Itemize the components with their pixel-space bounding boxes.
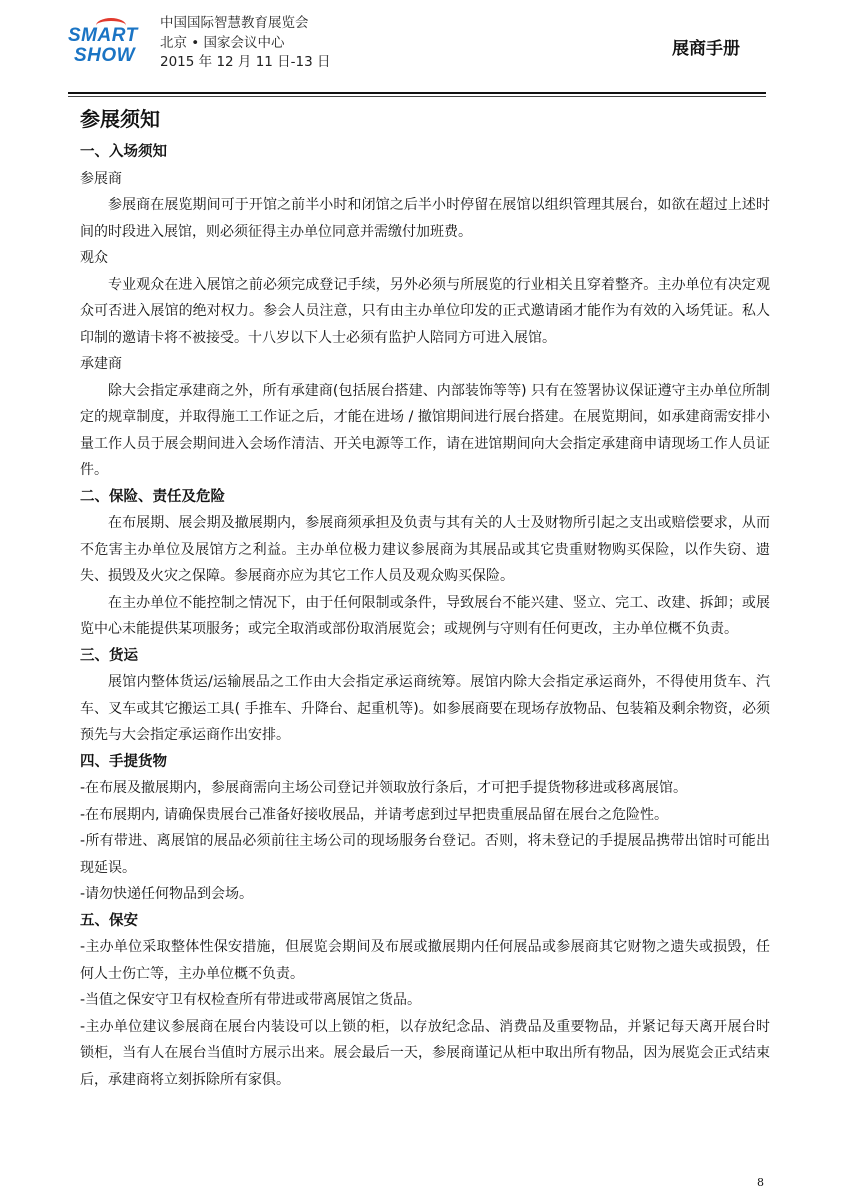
- smart-show-logo: [68, 26, 150, 70]
- paragraph: 在布展期、展会期及撤展期内，参展商须承担及负责与其有关的人士及财物所引起之支出或赔偿要求，从而不危害主办单位及展馆方之利益。主办单位极力建议参展商为其展品或其它贵重财物购买保险，以作失窃、遗失、损毁及火灾之保障。参展商亦应为其它工作人员及观众购买保险。: [80, 515, 770, 584]
- list-item: -主办单位采取整体性保安措施，但展览会期间及布展或撤展期内任何展品或参展商其它财物之遗失或损毁，任何人士伤亡等，主办单位概不负责。: [80, 939, 770, 982]
- header-rule: [68, 92, 766, 94]
- page-header: [68, 12, 768, 92]
- page-title: 参展须知: [80, 107, 160, 131]
- subheading-contractors: 承建商: [80, 356, 122, 372]
- paragraph: 展馆内整体货运/运输展品之工作由大会指定承运商统筹。展馆内除大会指定承运商外，不得使用货车、汽车、叉车或其它搬运工具( 手推车、升降台、起重机等)。如参展商要在现场存放物品、包装箱及剩余物资，必须预先与大会指定承运商作出安排。: [80, 674, 770, 743]
- section-heading-security: 五、保安: [80, 912, 138, 929]
- section-heading-freight: 三、货运: [80, 647, 138, 664]
- paragraph: 除大会指定承建商之外，所有承建商(包括展台搭建、内部装饰等等) 只有在签署协议保证遵守主办单位所制定的规章制度，并取得施工工作证之后，才能在进场 / 撤馆期间进行展台搭建。在展览期间，如承建商需安排小量工作人员于展会期间进入会场作清洁、开关电源等工作，请在进馆期间向大会指定承建商申请现场工作人员证件。: [80, 382, 770, 478]
- header-rule-thin: [68, 96, 766, 97]
- list-item: -在布展期内, 请确保贵展台己准备好接收展品，并请考虑到过早把贵重展品留在展台之危险性。: [80, 806, 668, 823]
- event-name: 中国国际智慧教育展览会: [160, 15, 309, 31]
- section-heading-entry: 一、入场须知: [80, 144, 167, 160]
- logo-text-line1: SMART: [68, 25, 138, 46]
- section-heading-insurance: 二、保险、责任及危险: [80, 488, 225, 505]
- event-venue: 北京 • 国家会议中心: [160, 34, 285, 51]
- subheading-exhibitors: 参展商: [80, 170, 122, 187]
- page-number: 8: [757, 1176, 764, 1189]
- document-body: [80, 100, 770, 1093]
- section-heading-hand-carry: 四、手提货物: [80, 753, 167, 770]
- paragraph: 参展商在展览期间可于开馆之前半小时和闭馆之后半小时停留在展馆以组织管理其展台，如欲在超过上述时间的时段进入展馆，则必须征得主办单位同意并需缴付加班费。: [80, 197, 770, 240]
- list-item: -在布展及撤展期内，参展商需向主场公司登记并领取放行条后，才可把手提货物移进或移离展馆。: [80, 780, 688, 796]
- handbook-title: 展商手册: [672, 39, 740, 59]
- list-item: -当值之保安守卫有权检查所有带进或带离展馆之货品。: [80, 992, 422, 1008]
- paragraph: 专业观众在进入展馆之前必须完成登记手续，另外必须与所展览的行业相关且穿着整齐。主办单位有决定观众可否进入展馆的绝对权力。参会人员注意，只有由主办单位印发的正式邀请函才能作为有效的入场凭证。私人印制的邀请卡将不被接受。十八岁以下人士必须有监护人陪同方可进入展馆。: [80, 276, 770, 346]
- list-item: -请勿快递任何物品到会场。: [80, 886, 254, 902]
- subheading-visitors: 观众: [80, 250, 108, 266]
- event-info: [160, 14, 331, 73]
- list-item: -主办单位建议参展商在展台内装设可以上锁的柜，以存放纪念品、消费品及重要物品，并紧记每天离开展台时锁柜，当有人在展台当值时方展示出来。展会最后一天，参展商谨记从柜中取出所有物品，因为展览会正式结束后，承建商将立刻拆除所有家俱。: [80, 1018, 770, 1088]
- logo-text-line2: SHOW: [74, 45, 136, 66]
- paragraph: 在主办单位不能控制之情况下，由于任何限制或条件，导致展台不能兴建、竖立、完工、改建、拆卸；或展览中心未能提供某项服务；或完全取消或部份取消展览会；或规例与守则有任何更改，主办单位概不负责。: [80, 594, 770, 637]
- list-item: -所有带进、离展馆的展品必须前往主场公司的现场服务台登记。否则，将未登记的手提展品携带出馆时可能出现延误。: [80, 833, 770, 876]
- event-dates: 2015 年 12 月 11 日-13 日: [160, 54, 331, 70]
